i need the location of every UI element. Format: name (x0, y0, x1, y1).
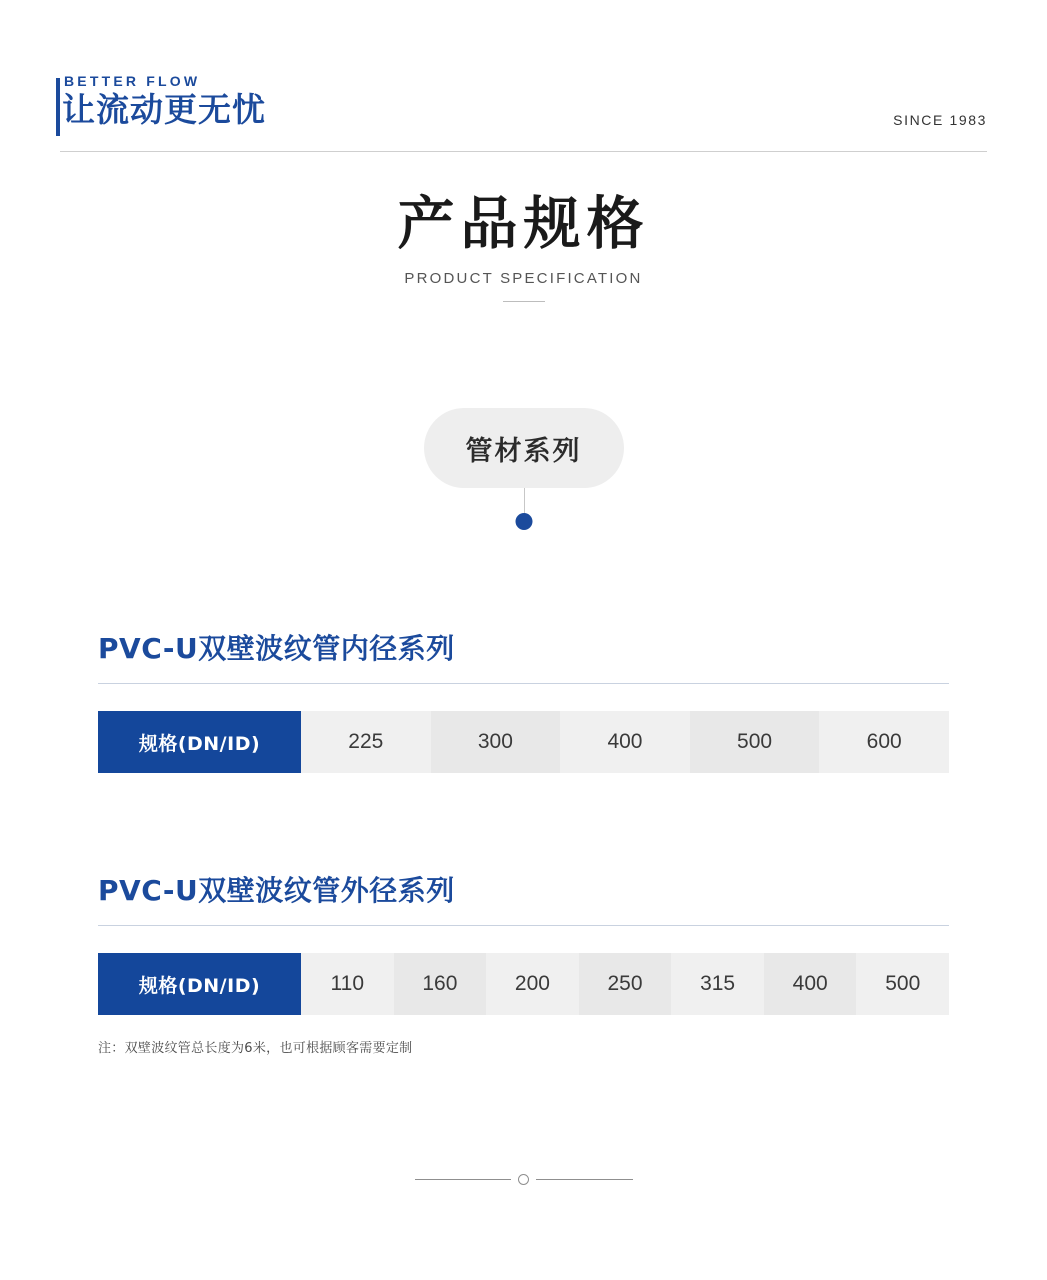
spec-note: 注：双壁波纹管总长度为6米，也可根据顾客需要定制 (98, 1041, 413, 1056)
spec-cell: 250 (579, 953, 672, 1015)
category-pill (424, 408, 624, 488)
spec-cell: 300 (431, 711, 561, 773)
spec-cell: 400 (560, 711, 690, 773)
title-divider (503, 301, 545, 302)
spec-section-outer-diameter (98, 872, 949, 1056)
spec-table-inner (98, 711, 949, 773)
page-header (60, 72, 987, 144)
footer-line-left (415, 1179, 512, 1180)
spec-cell: 110 (301, 953, 394, 1015)
header-divider (60, 151, 987, 152)
section-divider (98, 925, 949, 926)
spec-cell: 200 (486, 953, 579, 1015)
node-dot-icon (515, 513, 532, 530)
section-heading: PVC-U双壁波纹管外径系列 (98, 874, 455, 907)
spec-table-outer (98, 953, 949, 1015)
spec-section-inner-diameter (98, 630, 949, 773)
spec-cell: 400 (764, 953, 857, 1015)
spec-row-label: 规格(DN/ID) (98, 953, 301, 1015)
since-label: SINCE 1983 (893, 112, 987, 128)
brand-tagline-en: BETTER FLOW (64, 73, 201, 89)
spec-row-label: 规格(DN/ID) (98, 711, 301, 773)
category-pill-label: 管材系列 (465, 435, 582, 467)
spec-cell: 500 (690, 711, 820, 773)
brand-logo (60, 72, 266, 130)
pill-connector-line (524, 488, 525, 516)
footer-ornament (415, 1173, 633, 1185)
page-title: 产品规格 (397, 191, 650, 257)
spec-cell: 315 (671, 953, 764, 1015)
footer-line-right (536, 1179, 633, 1180)
page-title-block (0, 190, 1047, 302)
spec-value-cells (301, 711, 949, 773)
spec-cell: 160 (394, 953, 487, 1015)
spec-value-cells (301, 953, 949, 1015)
brand-accent-bar (56, 78, 60, 136)
spec-cell: 225 (301, 711, 431, 773)
section-heading: PVC-U双壁波纹管内径系列 (98, 632, 455, 665)
spec-cell: 500 (856, 953, 949, 1015)
page-subtitle: PRODUCT SPECIFICATION (404, 270, 643, 287)
section-divider (98, 683, 949, 684)
spec-cell: 600 (819, 711, 949, 773)
footer-circle-icon (518, 1174, 529, 1185)
brand-tagline-cn: 让流动更无忧 (62, 90, 266, 129)
